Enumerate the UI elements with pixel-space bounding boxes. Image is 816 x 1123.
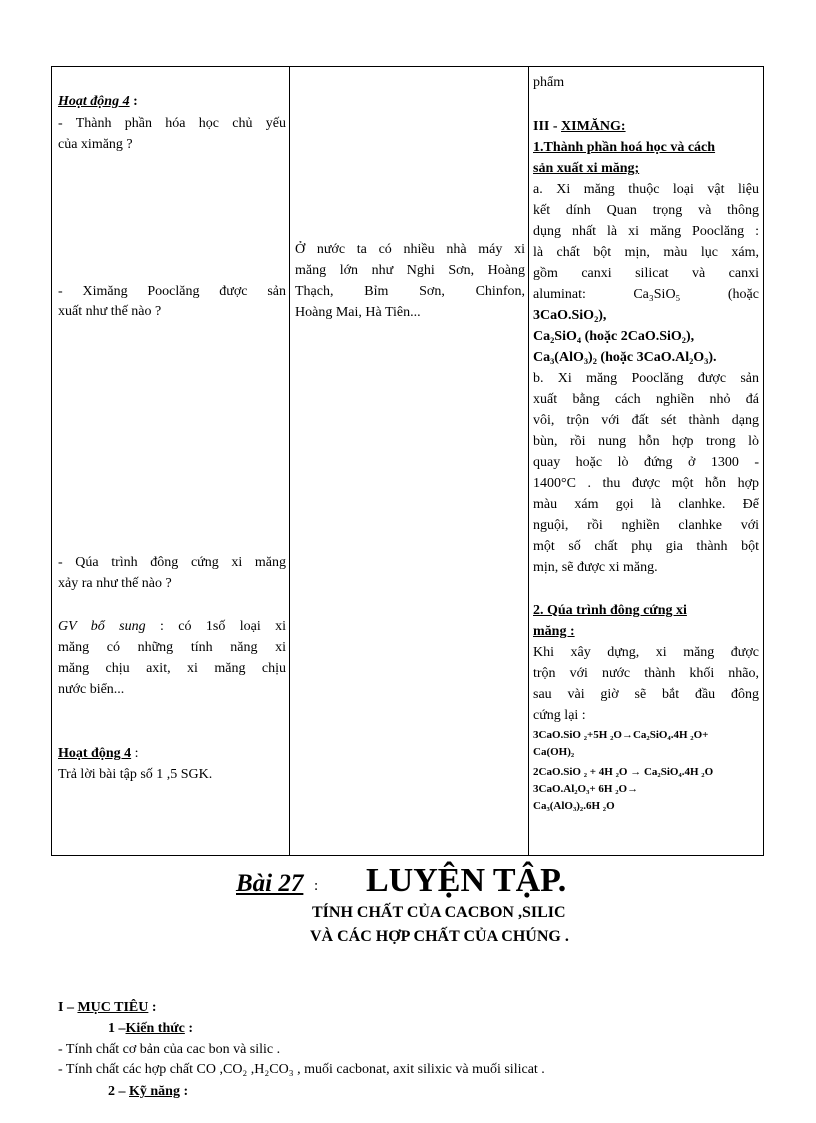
content-line: vôi, trộn với đất sét thành dạng [533, 413, 759, 428]
question-line: - Qúa trình đông cứng xi măng [58, 555, 286, 570]
question-line: - Ximăng Pooclăng được sản [58, 284, 286, 299]
teacher-note: GV bổ sung : có 1số loại xi [58, 619, 287, 634]
section-heading: III - XIMĂNG: [533, 119, 626, 134]
objective-line: - Tính chất cơ bản của cac bon và silic . [58, 1042, 281, 1057]
column-divider [289, 67, 290, 855]
student-text-line: Thạch, Bỉm Sơn, Chinfon, [295, 284, 525, 299]
subsection-heading: 2. Qúa trình đông cứng xi [533, 603, 687, 618]
lesson-subtitle: VÀ CÁC HỢP CHẤT CỦA CHÚNG . [310, 928, 569, 945]
content-line: một số chất phụ gia thành bột [533, 539, 759, 554]
activity-heading: Hoạt động 4 : [58, 94, 138, 109]
content-line: sau vài giờ sẽ bắt đầu đông [533, 687, 759, 702]
knowledge-heading: 1 –Kiến thức : [108, 1021, 194, 1036]
equation: 2CaO.SiO ₂ + 4H ₂O → Ca₂SiO₄.4H ₂O [533, 766, 714, 778]
content-line: cứng lại : [533, 708, 586, 723]
subsection-heading: măng : [533, 624, 575, 639]
teacher-note-line: nước biển... [58, 682, 125, 697]
student-text-line: Ở nước ta có nhiều nhà máy xi [295, 242, 525, 257]
content-line: mịn, sẽ được xi măng. [533, 560, 658, 575]
content-line: xuất bằng cách nghiền nhỏ đá [533, 392, 759, 407]
objective-line: - Tính chất các hợp chất CO ,CO₂ ,H₂CO₃ , muối cacbonat, axit silixic và muối silicat . [58, 1062, 545, 1077]
content-line: a. Xi măng thuộc loại vật liệu [533, 182, 759, 197]
formula-line: 3CaO.SiO₂), [533, 308, 607, 323]
question-line: của ximăng ? [58, 137, 133, 152]
student-text-line: măng lớn như Nghi Sơn, Hoàng [295, 263, 525, 278]
student-column [295, 67, 525, 855]
formula-line: Ca₃(AlO₃)₂ (hoặc 3CaO.Al₂O₃). [533, 350, 717, 365]
content-line: là chất bột mịn, màu lục xám, [533, 245, 759, 260]
content-line: bùn, rồi nung hỗn hợp trong lò [533, 434, 759, 449]
equation: Ca₃(AlO₃)₂.6H ₂O [533, 800, 615, 812]
content-line: b. Xi măng Pooclăng được sản [533, 371, 759, 386]
teacher-note-line: măng chịu axit, xi măng chịu [58, 661, 286, 676]
equation: 3CaO.SiO ₂+5H ₂O→Ca₂SiO₄.4H ₂O+ [533, 729, 709, 741]
content-line: màu xám gọi là clanhke. Để [533, 497, 759, 512]
activity-heading: Hoạt động 4 : [58, 746, 139, 761]
equation: Ca(OH)₂ [533, 746, 575, 758]
lesson-heading: LUYỆN TẬP. [366, 862, 567, 899]
content-line: gồm canxi silicat và canxi [533, 266, 759, 281]
content-line: kết dính Quan trọng và thông [533, 203, 759, 218]
content-column [533, 67, 759, 855]
formula-line: Ca₂SiO₄ (hoặc 2CaO.SiO₂), [533, 329, 695, 344]
content-line: nguội, rồi nghiền clanhke với [533, 518, 759, 533]
lesson-number: Bài 27 [236, 870, 304, 897]
content-line: 1400°C . thu được một hỗn hợp [533, 476, 759, 491]
content-line: trộn với nước thành khối nhão, [533, 666, 759, 681]
content-line: phẩm [533, 75, 565, 90]
lesson-colon: : [314, 878, 319, 894]
column-divider [528, 67, 529, 855]
activity-column [58, 67, 286, 855]
subsection-heading: sản xuất xi măng; [533, 161, 640, 176]
lesson-subtitle: TÍNH CHẤT CỦA CACBON ,SILIC [312, 904, 566, 921]
question-line: - Thành phần hóa học chủ yếu [58, 116, 286, 131]
exercise-line: Trả lời bài tập số 1 ,5 SGK. [58, 767, 213, 782]
content-line: dụng nhất là xi măng Pooclăng : [533, 224, 759, 239]
content-line: quay hoặc lò đứng ở 1300 - [533, 455, 759, 470]
subsection-heading: 1.Thành phần hoá học và cách [533, 140, 716, 155]
question-line: xuất như thế nào ? [58, 304, 162, 319]
lesson-title [0, 862, 816, 910]
teacher-note-line: măng có những tính năng xi [58, 640, 286, 655]
student-text-line: Hoàng Mai, Hà Tiên... [295, 305, 421, 320]
equation: 3CaO.Al₂O₃+ 6H ₂O→ [533, 783, 639, 795]
content-line: Khi xây dựng, xi măng được [533, 645, 759, 660]
objectives-heading: I – MỤC TIÊU : [58, 1000, 157, 1015]
content-line: aluminat: Ca₃SiO₅ (hoặc [533, 287, 759, 302]
lesson-table [51, 66, 764, 856]
skills-heading: 2 – Kỹ năng : [108, 1084, 189, 1099]
question-line: xảy ra như thế nào ? [58, 576, 172, 591]
